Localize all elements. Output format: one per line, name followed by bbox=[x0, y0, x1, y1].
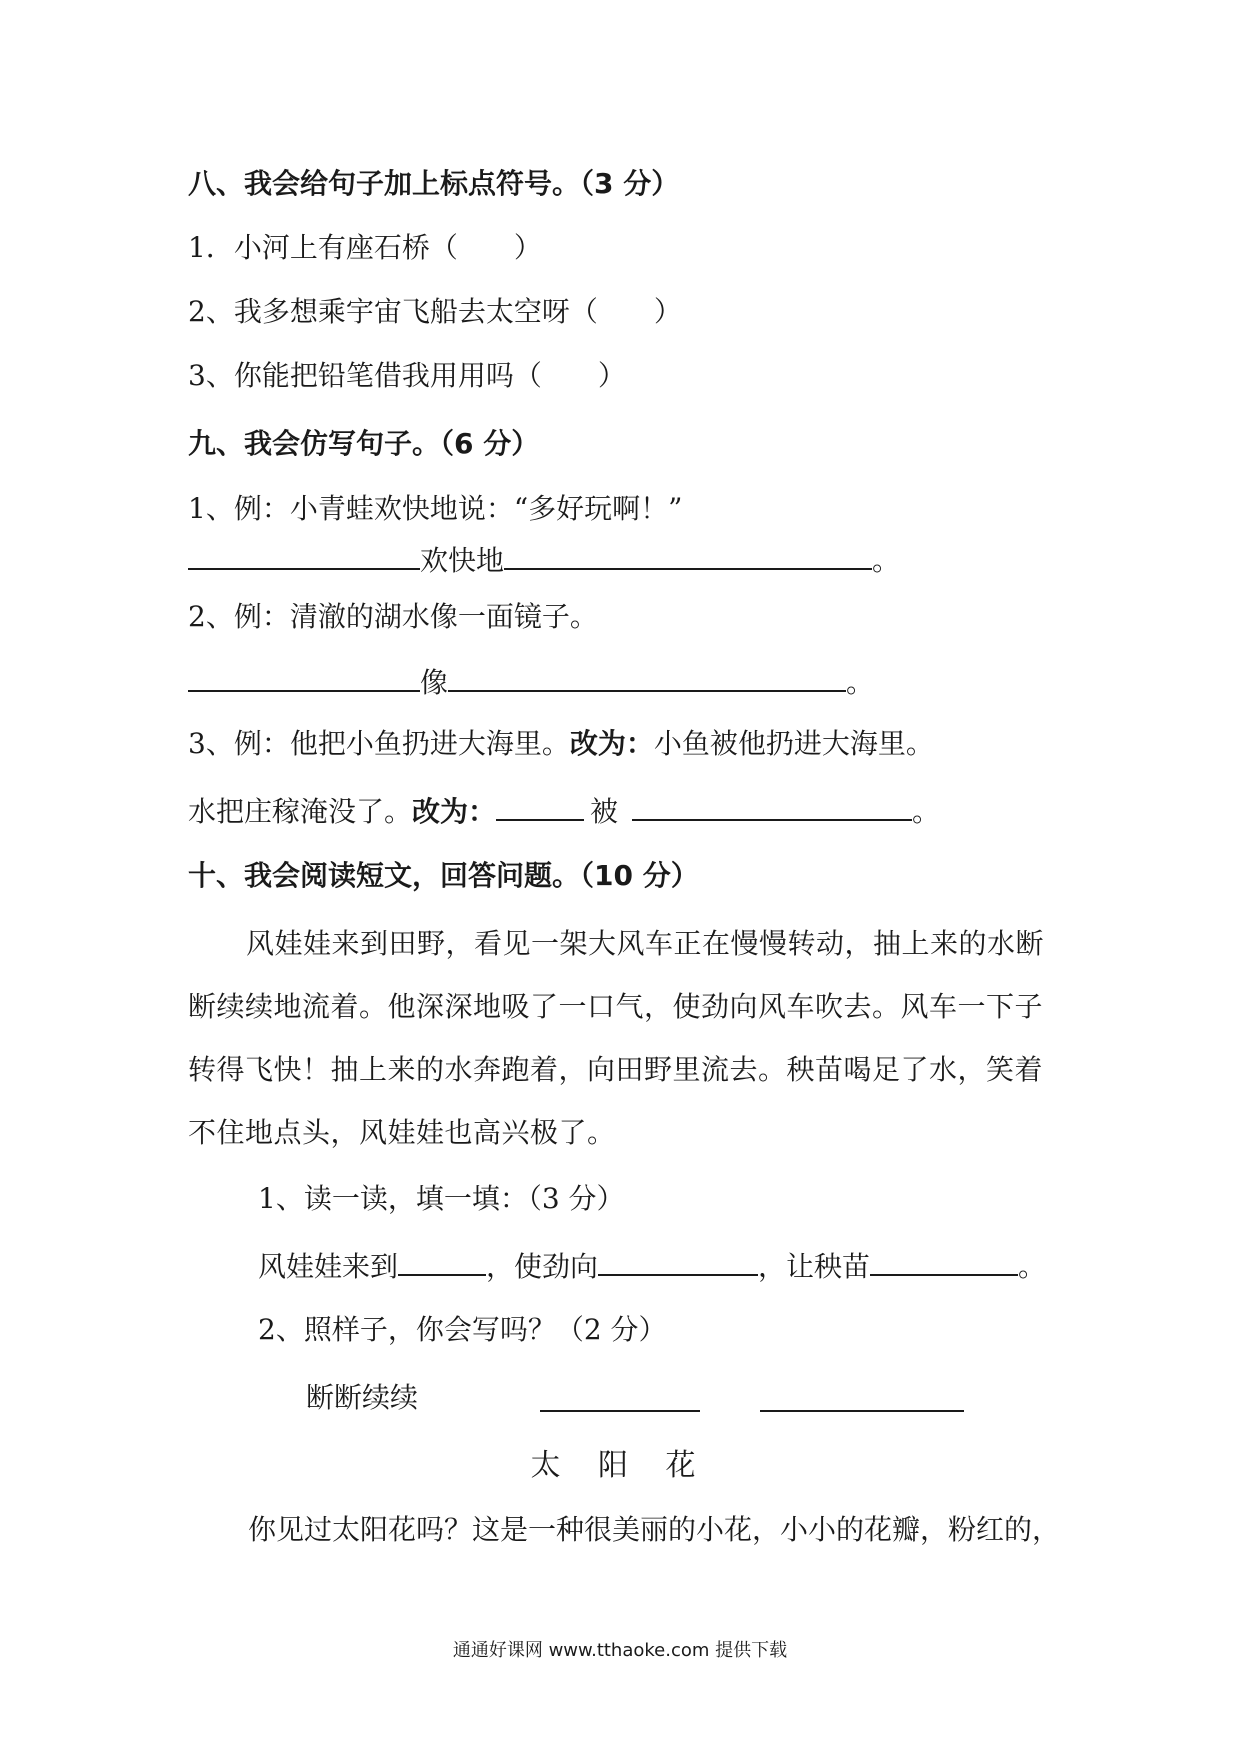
question-1-label: 1、读一读，填一填：（3 分） bbox=[258, 1182, 625, 1215]
answer-blank[interactable] bbox=[870, 1244, 1018, 1276]
answer-blank[interactable] bbox=[188, 660, 420, 692]
section-8-heading: 八、我会给句子加上标点符号。（3 分） bbox=[188, 167, 680, 200]
answer-1-mid-text: 欢快地 bbox=[420, 544, 505, 577]
question-1-fill bbox=[258, 1244, 1046, 1287]
answer-3-mid-text: 被 bbox=[590, 795, 619, 828]
q1-text-d: 。 bbox=[1018, 1250, 1047, 1283]
example-3-text: 3、例：他把小鱼扔进大海里。 bbox=[188, 727, 570, 760]
answer-blank[interactable] bbox=[398, 1244, 486, 1276]
q1-text-c: ，让秧苗 bbox=[758, 1250, 871, 1283]
q1-text-a: 风娃娃来到 bbox=[258, 1250, 399, 1283]
section-9-example-1: 1、例：小青蛙欢快地说：“多好玩啊！” bbox=[188, 492, 683, 525]
answer-blank[interactable] bbox=[760, 1380, 964, 1412]
answer-blank[interactable] bbox=[598, 1244, 758, 1276]
section-8-item-2: 2、我多想乘宇宙飞船去太空呀（ ） bbox=[188, 295, 682, 328]
footer-credit: 通通好课网 www.tthaoke.com 提供下载 bbox=[452, 1640, 788, 1661]
answer-blank[interactable] bbox=[540, 1380, 700, 1412]
answer-2-end-text: 。 bbox=[846, 666, 875, 699]
change-to-label: 改为： bbox=[412, 795, 497, 828]
answer-blank[interactable] bbox=[504, 538, 872, 570]
section-9-answer-2 bbox=[188, 660, 874, 703]
section-8-item-3: 3、你能把铅笔借我用用吗（ ） bbox=[188, 359, 626, 392]
answer-1-end-text: 。 bbox=[872, 544, 901, 577]
answer-2-mid-text: 像 bbox=[420, 666, 449, 699]
answer-blank[interactable] bbox=[496, 789, 584, 821]
section-9-example-2: 2、例：清澈的湖水像一面镜子。 bbox=[188, 600, 598, 633]
answer-blank[interactable] bbox=[632, 789, 912, 821]
section-9-answer-1 bbox=[188, 538, 900, 581]
reading-passage: 风娃娃来到田野，看见一架大风车正在慢慢转动，抽上来的水断断续续地流着。他深深地吸了一口气，使劲向风车吹去。风车一下子转得飞快！抽上来的水奔跑着，向田野里流去。秧苗喝足了水，笑着不住地点头，风娃娃也高兴极了。 bbox=[188, 927, 1045, 1149]
change-to-label: 改为： bbox=[569, 727, 654, 760]
section-10-heading: 十、我会阅读短文，回答问题。（10 分） bbox=[188, 859, 699, 892]
section-9-answer-3 bbox=[188, 789, 940, 832]
section-9-example-3 bbox=[188, 724, 934, 764]
reading-title: 太 阳 花 bbox=[530, 1448, 710, 1483]
example-3-result: 小鱼被他扔进大海里。 bbox=[653, 727, 934, 760]
answer-blank[interactable] bbox=[448, 660, 846, 692]
question-2-label: 2、照样子，你会写吗？（2 分） bbox=[258, 1313, 667, 1346]
q1-text-b: ，使劲向 bbox=[486, 1250, 599, 1283]
answer-3-end-text: 。 bbox=[912, 795, 941, 828]
question-2-example: 断断续续 bbox=[306, 1381, 419, 1414]
reading-first-line: 你见过太阳花吗？这是一种很美丽的小花，小小的花瓣，粉红的， bbox=[248, 1513, 1061, 1546]
section-8-item-1: 1．小河上有座石桥（ ） bbox=[188, 231, 542, 264]
answer-3-text: 水把庄稼淹没了。 bbox=[188, 795, 413, 828]
answer-blank[interactable] bbox=[188, 538, 420, 570]
section-9-heading: 九、我会仿写句子。（6 分） bbox=[188, 427, 540, 460]
